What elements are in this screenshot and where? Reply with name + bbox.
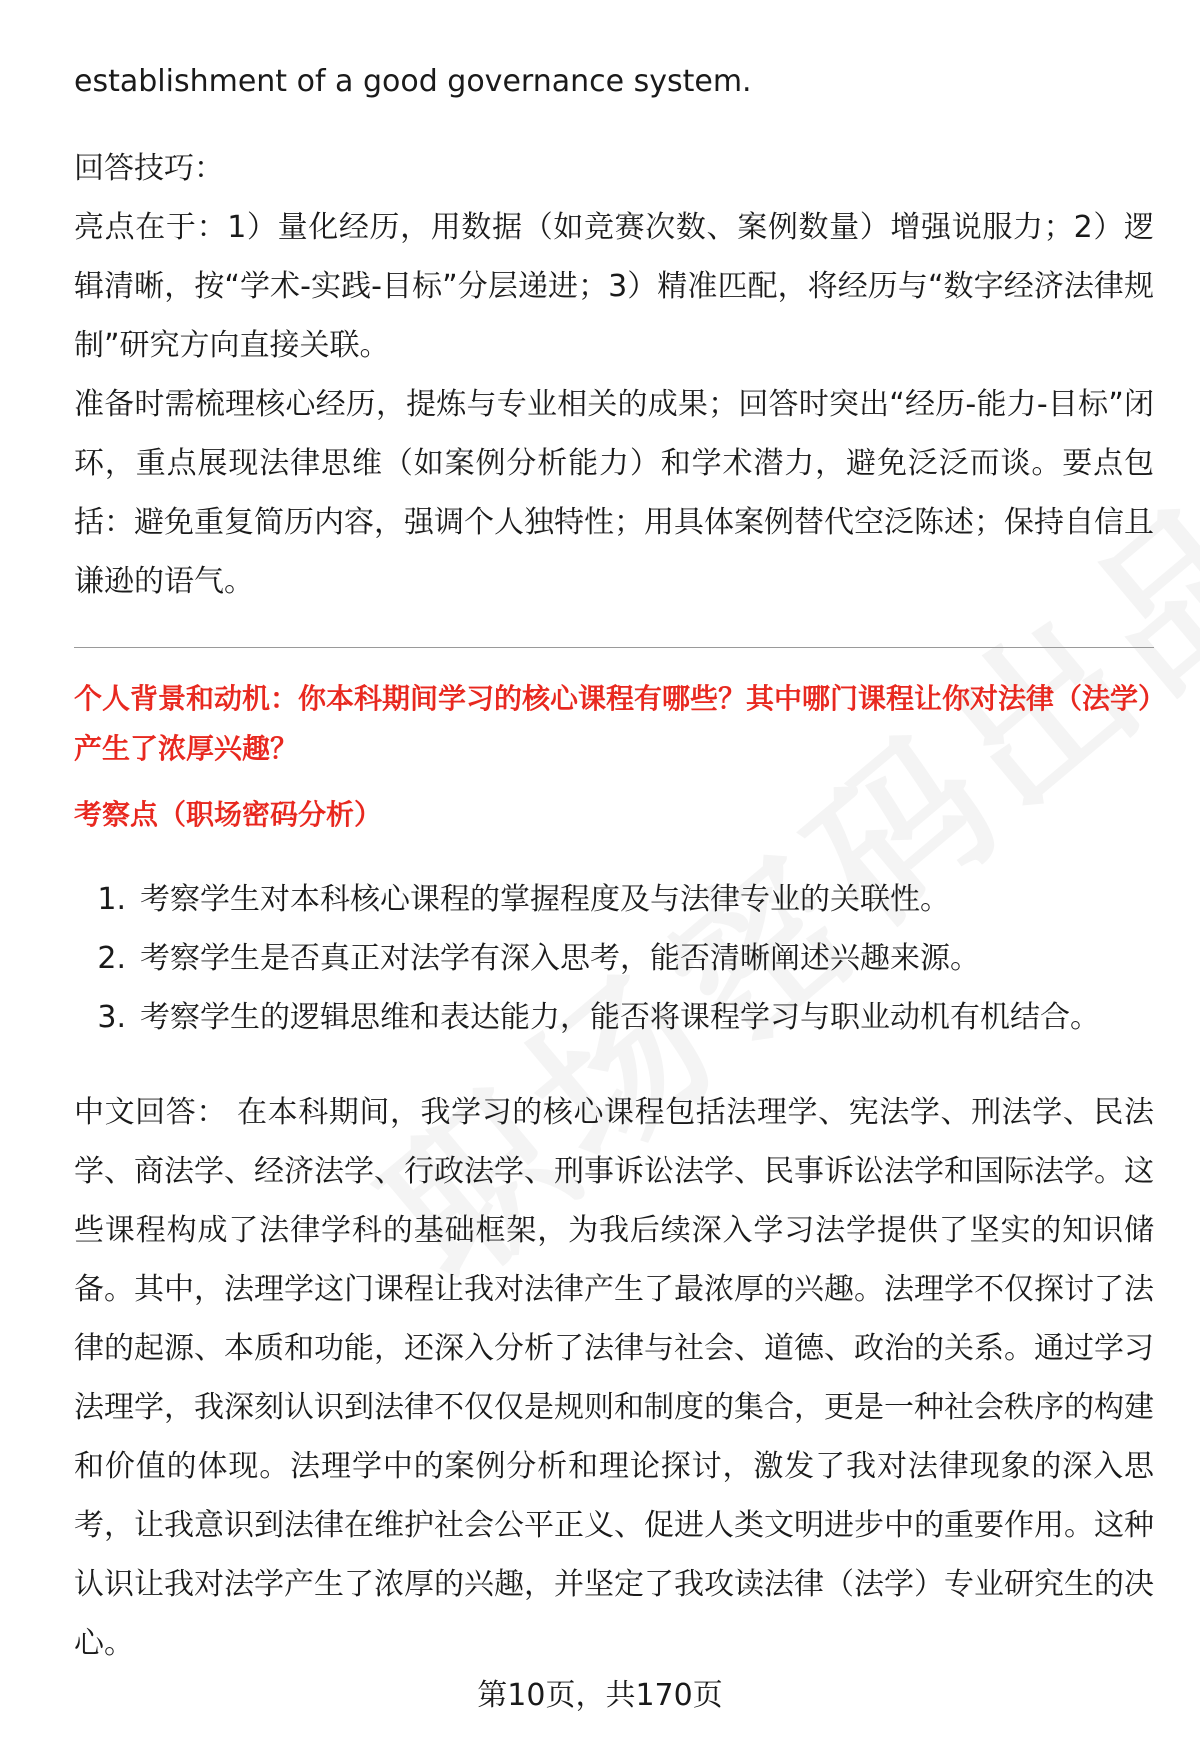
tips-paragraph-1: 亮点在于：1）量化经历，用数据（如竞赛次数、案例数量）增强说服力；2）逻辑清晰，按“学术-实践-目标”分层递进；3）精准匹配，将经历与“数字经济法律规制”研究方向直接关联。 xyxy=(74,210,1154,363)
list-text: 考察学生对本科核心课程的掌握程度及与法律专业的关联性。 xyxy=(140,882,950,917)
document-page xyxy=(74,52,1154,1673)
page-number: 第10页，共170页 xyxy=(477,1678,723,1713)
chinese-answer: 中文回答： 在本科期间，我学习的核心课程包括法理学、宪法学、刑法学、民法学、商法学、经济法学、行政法学、刑事诉讼法学、民事诉讼法学和国际法学。这些课程构成了法律学科的基础框架，为我后续深入学习法学提供了坚实的知识储备。其中，法理学这门课程让我对法律产生了最浓厚的兴趣。法理学不仅探讨了法律的起源、本质和功能，还深入分析了法律与社会、道德、政治的关系。通过学习法理学，我深刻认识到法律不仅仅是规则和制度的集合，更是一种社会秩序的构建和价值的体现。法理学中的案例分析和理论探讨，激发了我对法律现象的深入思考，让我意识到法律在维护社会公平正义、促进人类文明进步中的重要作用。这种认识让我对法学产生了浓厚的兴趣，并坚定了我攻读法律（法学）专业研究生的决心。 xyxy=(74,1095,1154,1661)
list-item xyxy=(74,988,1154,1047)
question-title: 个人背景和动机：你本科期间学习的核心课程有哪些？其中哪门课程让你对法律（法学）产生了浓厚兴趣？ xyxy=(74,682,1153,765)
assessment-points xyxy=(74,870,1154,1047)
list-item xyxy=(74,870,1154,929)
list-number: 1. xyxy=(97,882,126,917)
tips-label: 回答技巧： xyxy=(74,151,224,186)
section-divider xyxy=(74,647,1154,648)
spacer xyxy=(74,111,1154,139)
list-number: 2. xyxy=(97,941,126,976)
list-number: 3. xyxy=(97,1000,126,1035)
tips-paragraph-2: 准备时需梳理核心经历，提炼与专业相关的成果；回答时突出“经历-能力-目标”闭环，重点展现法律思维（如案例分析能力）和学术潜力，避免泛泛而谈。要点包括：避免重复简历内容，强调个人独特性；用具体案例替代空泛陈述；保持自信且谦逊的语气。 xyxy=(74,387,1154,599)
list-text: 考察学生是否真正对法学有深入思考，能否清晰阐述兴趣来源。 xyxy=(140,941,980,976)
question-subheading: 考察点（职场密码分析） xyxy=(74,798,383,831)
intro-line: establishment of a good governance system. xyxy=(74,64,752,99)
list-text: 考察学生的逻辑思维和表达能力，能否将课程学习与职业动机有机结合。 xyxy=(140,1000,1100,1035)
list-item xyxy=(74,929,1154,988)
